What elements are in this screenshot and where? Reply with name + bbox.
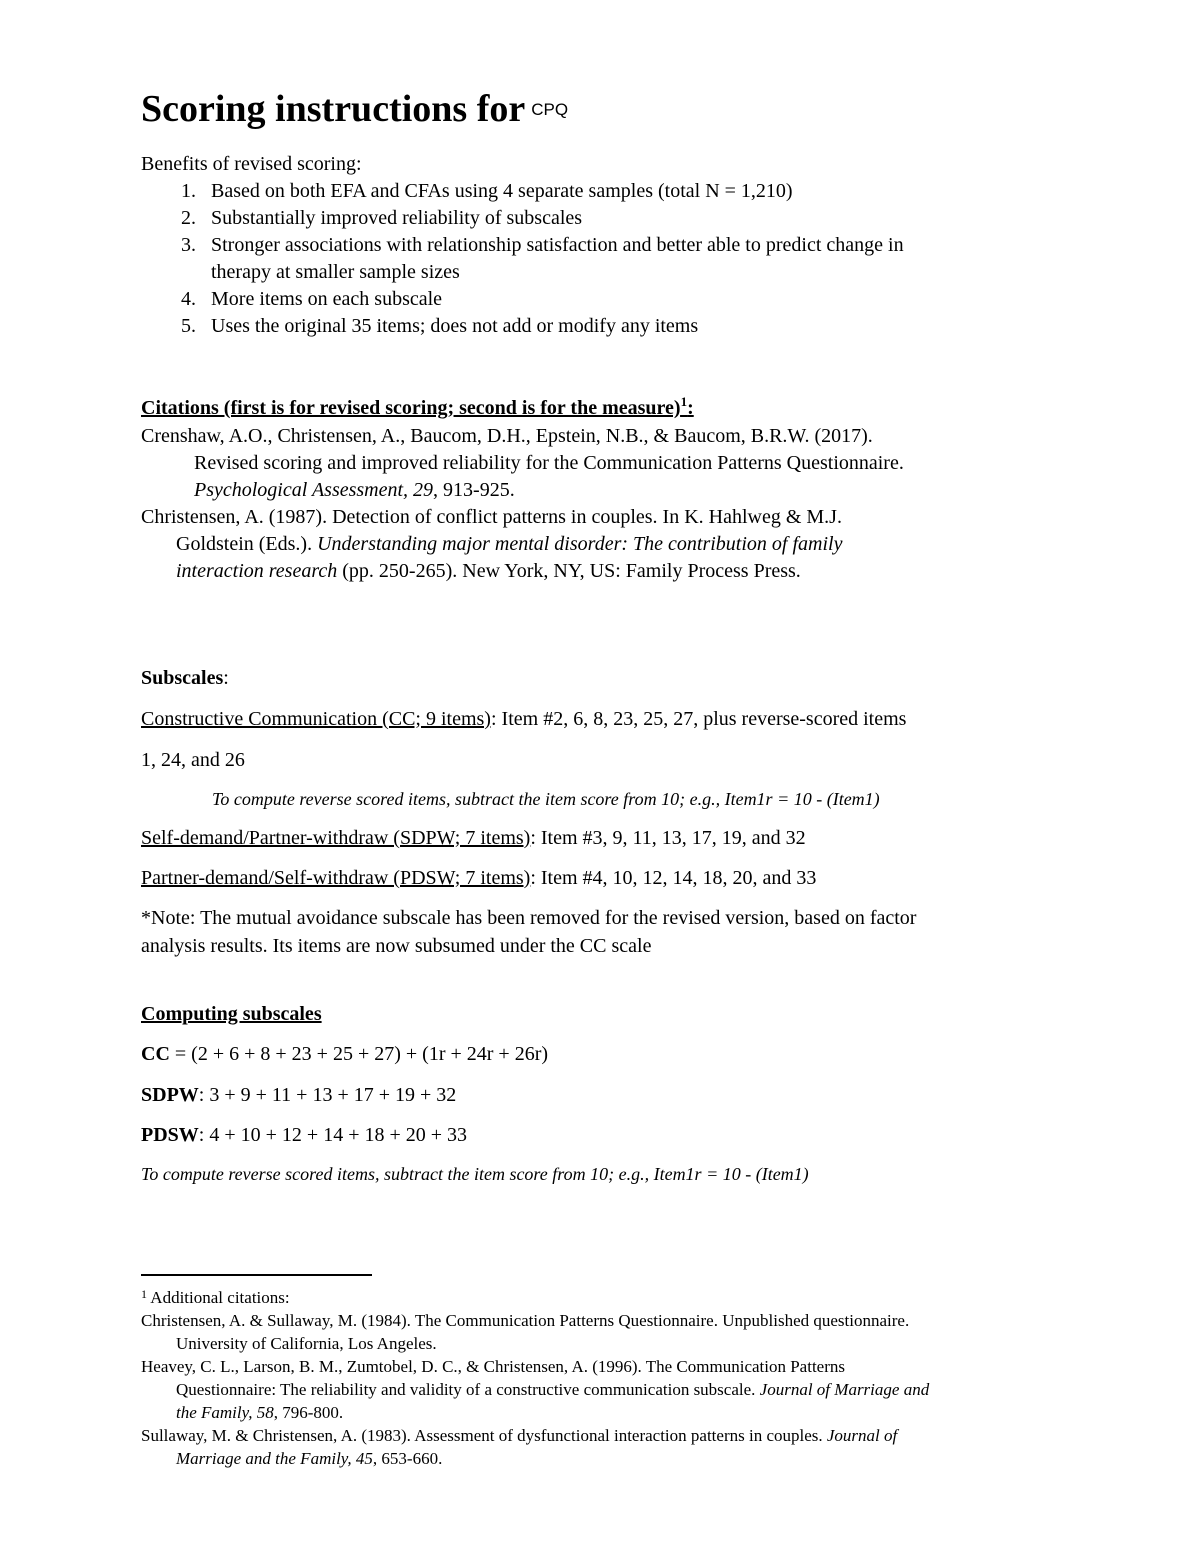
list-item-text-continued: therapy at smaller sample sizes xyxy=(211,261,460,283)
computing-heading: Computing subscales xyxy=(141,1003,322,1025)
formula-sdpw: SDPW: 3 + 9 + 11 + 13 + 17 + 19 + 32 xyxy=(141,1084,457,1106)
subscale-label: Constructive Communication (CC; 9 items) xyxy=(141,708,491,730)
list-item-text: Stronger associations with relationship satisfaction and better able to predict change in xyxy=(211,234,904,256)
list-item-text: More items on each subscale xyxy=(211,288,443,310)
title-main: Scoring instructions for xyxy=(141,88,526,130)
subscale-sdpw: Self-demand/Partner-withdraw (SDPW; 7 items): Item #3, 9, 11, 13, 17, 19, and 32 xyxy=(141,827,806,849)
footnote-marker: 1 xyxy=(680,394,688,409)
subscales-heading: Subscales: xyxy=(141,667,229,689)
computing-reverse-note: To compute reverse scored items, subtract the item score from 10; e.g., Item1r = 10 - (Item1) xyxy=(141,1164,809,1184)
formula-cc: CC = (2 + 6 + 8 + 23 + 25 + 27) + (1r + 24r + 26r) xyxy=(141,1043,549,1065)
list-item-text: Uses the original 35 items; does not add or modify any items xyxy=(211,315,699,337)
benefits-item xyxy=(0,205,1200,231)
benefits-item xyxy=(0,178,1200,204)
list-item-text: Substantially improved reliability of subscales xyxy=(211,207,583,229)
list-number: 2. xyxy=(181,207,196,229)
subscale-pdsw: Partner-demand/Self-withdraw (PDSW; 7 items): Item #4, 10, 12, 14, 18, 20, and 33 xyxy=(141,867,817,889)
benefits-item xyxy=(0,313,1200,339)
subscale-label: Partner-demand/Self-withdraw (PDSW; 7 items) xyxy=(141,867,531,889)
benefits-heading: Benefits of revised scoring: xyxy=(141,153,362,175)
list-number: 3. xyxy=(181,234,196,256)
footnote-separator xyxy=(141,1274,372,1276)
page-title xyxy=(141,84,568,135)
list-number: 1. xyxy=(181,180,196,202)
subscale-label: Self-demand/Partner-withdraw (SDPW; 7 items) xyxy=(141,827,531,849)
list-item-text: Based on both EFA and CFAs using 4 separate samples (total N = 1,210) xyxy=(211,180,793,202)
list-number: 5. xyxy=(181,315,196,337)
footnote-heading: $^1$ Additional citations: xyxy=(141,1287,290,1307)
formula-pdsw: PDSW: 4 + 10 + 12 + 14 + 18 + 20 + 33 xyxy=(141,1124,468,1146)
benefits-item xyxy=(0,286,1200,312)
title-subtitle: CPQ xyxy=(531,100,569,119)
benefits-item xyxy=(0,232,1200,284)
citations-heading: Citations (first is for revised scoring; second is for the measure)$^1$: xyxy=(141,394,694,419)
list-number: 4. xyxy=(181,288,196,310)
reverse-score-note: To compute reverse scored items, subtract the item score from 10; e.g., Item1r = 10 - (Item1) xyxy=(212,789,880,809)
